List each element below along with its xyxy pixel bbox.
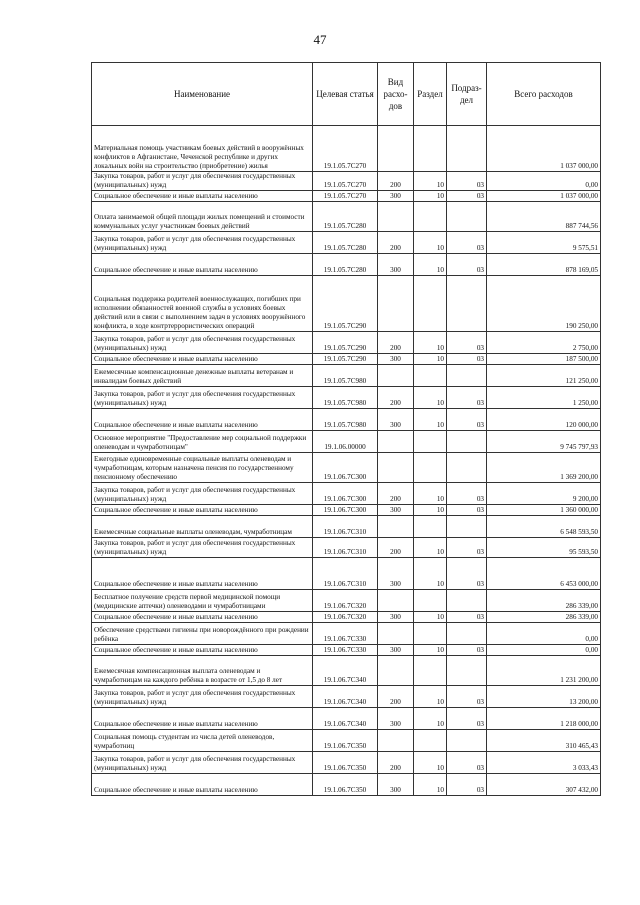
row-subsection: 03: [447, 332, 487, 354]
row-subsection: 03: [447, 708, 487, 730]
row-kind: 200: [378, 387, 414, 409]
row-kind: [378, 656, 414, 686]
row-total: 0,00: [487, 623, 601, 645]
row-target: 19.1.05.7С980: [313, 409, 378, 431]
row-name: Закупка товаров, работ и услуг для обеспечения государственных (муниципальных) нужд: [92, 172, 313, 191]
row-section: 10: [414, 505, 447, 516]
table-row: [92, 558, 601, 590]
row-kind: 300: [378, 774, 414, 796]
table-row: [92, 387, 601, 409]
row-total: 3 033,43: [487, 752, 601, 774]
row-total: 1 231 200,00: [487, 656, 601, 686]
table-row: [92, 505, 601, 516]
table-row: [92, 332, 601, 354]
row-kind: [378, 431, 414, 453]
row-name: Социальное обеспечение и иные выплаты населению: [92, 409, 313, 431]
row-total: 9 200,00: [487, 483, 601, 505]
row-subsection: 03: [447, 254, 487, 276]
row-subsection: 03: [447, 645, 487, 656]
row-total: 1 037 000,00: [487, 191, 601, 202]
row-kind: [378, 730, 414, 752]
row-kind: 300: [378, 191, 414, 202]
row-name: Социальное обеспечение и иные выплаты населению: [92, 354, 313, 365]
row-name: Закупка товаров, работ и услуг для обеспечения государственных (муниципальных) нужд: [92, 752, 313, 774]
row-kind: 200: [378, 232, 414, 254]
row-name: Ежемесячная компенсационная выплата оленеводам и чумработницам на каждого ребёнка в возрасте от 1,5 до 8 лет: [92, 656, 313, 686]
row-section: 10: [414, 387, 447, 409]
row-kind: 300: [378, 708, 414, 730]
row-subsection: 03: [447, 505, 487, 516]
row-subsection: 03: [447, 774, 487, 796]
row-kind: [378, 202, 414, 232]
row-subsection: 03: [447, 409, 487, 431]
row-name: Обеспечение средствами гигиены при новорождённого при рождении ребёнка: [92, 623, 313, 645]
row-kind: [378, 623, 414, 645]
table-body: [92, 126, 601, 796]
row-kind: 300: [378, 505, 414, 516]
row-total: 1 250,00: [487, 387, 601, 409]
row-subsection: 03: [447, 387, 487, 409]
row-subsection: 03: [447, 612, 487, 623]
row-subsection: [447, 730, 487, 752]
table-row: [92, 623, 601, 645]
row-name: Закупка товаров, работ и услуг для обеспечения государственных (муниципальных) нужд: [92, 686, 313, 708]
row-section: 10: [414, 232, 447, 254]
row-target: 19.1.06.7С350: [313, 730, 378, 752]
row-section: 10: [414, 558, 447, 590]
row-section: [414, 656, 447, 686]
row-total: 2 750,00: [487, 332, 601, 354]
row-subsection: [447, 126, 487, 172]
row-name: Бесплатное получение средств первой медицинской помощи (медицинские аптечки) оленеводами и чумработницами: [92, 590, 313, 612]
row-kind: [378, 453, 414, 483]
table-row: [92, 172, 601, 191]
header-target: Целевая статья: [313, 63, 378, 126]
row-section: 10: [414, 254, 447, 276]
row-name: Социальное обеспечение и иные выплаты населению: [92, 774, 313, 796]
row-section: 10: [414, 752, 447, 774]
row-section: 10: [414, 686, 447, 708]
row-kind: 300: [378, 254, 414, 276]
row-target: 19.1.06.7С300: [313, 505, 378, 516]
row-total: 878 169,05: [487, 254, 601, 276]
row-name: Социальное обеспечение и иные выплаты населению: [92, 254, 313, 276]
row-section: 10: [414, 172, 447, 191]
table-row: [92, 409, 601, 431]
page-number: 47: [313, 32, 327, 47]
row-name: Социальное обеспечение и иные выплаты населению: [92, 645, 313, 656]
row-name: Ежегодные единовременные социальные выплаты оленеводам и чумработницам, которым назначена пенсия по государственному пенсионному обеспечению: [92, 453, 313, 483]
row-total: 95 593,50: [487, 538, 601, 558]
row-kind: 200: [378, 332, 414, 354]
table-row: [92, 483, 601, 505]
table-row: [92, 453, 601, 483]
row-kind: [378, 590, 414, 612]
row-section: [414, 623, 447, 645]
row-name: Социальное обеспечение и иные выплаты населению: [92, 612, 313, 623]
table-row: [92, 431, 601, 453]
header-subsection: Подраз-дел: [447, 63, 487, 126]
budget-table: [91, 62, 601, 796]
row-target: 19.1.06.7С330: [313, 623, 378, 645]
row-total: 187 500,00: [487, 354, 601, 365]
row-total: 310 465,43: [487, 730, 601, 752]
row-kind: 300: [378, 409, 414, 431]
table-row: [92, 656, 601, 686]
table-row: [92, 752, 601, 774]
row-section: [414, 590, 447, 612]
row-name: Оплата занимаемой общей площади жилых помещений и стоимости коммунальных услуг участникам боевых действий: [92, 202, 313, 232]
row-name: Закупка товаров, работ и услуг для обеспечения государственных (муниципальных) нужд: [92, 387, 313, 409]
row-total: 9 575,51: [487, 232, 601, 254]
row-section: [414, 516, 447, 538]
row-target: 19.1.05.7С280: [313, 232, 378, 254]
row-total: 1 360 000,00: [487, 505, 601, 516]
row-name: Закупка товаров, работ и услуг для обеспечения государственных (муниципальных) нужд: [92, 483, 313, 505]
row-total: 1 218 000,00: [487, 708, 601, 730]
table-row: [92, 126, 601, 172]
row-subsection: 03: [447, 558, 487, 590]
row-subsection: [447, 590, 487, 612]
table-row: [92, 191, 601, 202]
row-name: Закупка товаров, работ и услуг для обеспечения государственных (муниципальных) нужд: [92, 232, 313, 254]
table-row: [92, 354, 601, 365]
row-kind: 200: [378, 752, 414, 774]
row-kind: 200: [378, 483, 414, 505]
row-kind: 200: [378, 172, 414, 191]
row-target: 19.1.06.7С340: [313, 708, 378, 730]
header-kind: Вид расхо-дов: [378, 63, 414, 126]
row-total: 6 548 593,50: [487, 516, 601, 538]
row-total: 1 037 000,00: [487, 126, 601, 172]
row-name: Социальное обеспечение и иные выплаты населению: [92, 558, 313, 590]
row-name: Материальная помощь участникам боевых действий в вооружённых конфликтов в Афганистане, Чеченской республике и других локальных войн на строительство (приобретение) жилья: [92, 126, 313, 172]
row-subsection: 03: [447, 752, 487, 774]
row-section: 10: [414, 483, 447, 505]
row-target: 19.1.06.7С310: [313, 558, 378, 590]
row-section: 10: [414, 612, 447, 623]
row-target: 19.1.05.7С270: [313, 191, 378, 202]
row-subsection: [447, 365, 487, 387]
row-section: [414, 365, 447, 387]
table-row: [92, 516, 601, 538]
row-total: 1 369 200,00: [487, 453, 601, 483]
row-target: 19.1.06.7С340: [313, 656, 378, 686]
row-name: Ежемесячные компенсационные денежные выплаты ветеранам и инвалидам боевых действий: [92, 365, 313, 387]
row-subsection: [447, 276, 487, 332]
row-target: 19.1.06.7С320: [313, 612, 378, 623]
row-section: [414, 276, 447, 332]
row-subsection: [447, 623, 487, 645]
row-kind: 300: [378, 354, 414, 365]
row-target: 19.1.05.7С290: [313, 276, 378, 332]
row-total: 0,00: [487, 645, 601, 656]
table-row: [92, 708, 601, 730]
row-target: 19.1.05.7С980: [313, 365, 378, 387]
row-section: 10: [414, 538, 447, 558]
row-subsection: 03: [447, 483, 487, 505]
row-kind: 300: [378, 612, 414, 623]
row-target: 19.1.05.7С270: [313, 172, 378, 191]
row-name: Социальное обеспечение и иные выплаты населению: [92, 708, 313, 730]
row-total: 286 339,00: [487, 612, 601, 623]
row-kind: 300: [378, 558, 414, 590]
row-target: 19.1.06.7С350: [313, 774, 378, 796]
row-section: 10: [414, 774, 447, 796]
table-row: [92, 645, 601, 656]
row-total: 120 000,00: [487, 409, 601, 431]
table-row: [92, 202, 601, 232]
row-section: 10: [414, 645, 447, 656]
table-row: [92, 232, 601, 254]
row-kind: [378, 126, 414, 172]
header-total: Всего расходов: [487, 63, 601, 126]
row-target: 19.1.06.7С330: [313, 645, 378, 656]
row-section: [414, 126, 447, 172]
row-name: Социальная поддержка родителей военнослужащих, погибших при исполнении обязанностей военной службы в условиях боевых действий или в связи с выполнением задач в условиях вооружённого конфликта, в ходе контртеррористических операций: [92, 276, 313, 332]
row-section: [414, 202, 447, 232]
row-name: Закупка товаров, работ и услуг для обеспечения государственных (муниципальных) нужд: [92, 332, 313, 354]
row-subsection: [447, 431, 487, 453]
row-subsection: 03: [447, 191, 487, 202]
row-section: 10: [414, 708, 447, 730]
row-section: 10: [414, 332, 447, 354]
table-row: [92, 254, 601, 276]
row-section: 10: [414, 191, 447, 202]
row-target: 19.1.05.7С280: [313, 202, 378, 232]
row-total: 6 453 000,00: [487, 558, 601, 590]
row-section: [414, 453, 447, 483]
table-row: [92, 276, 601, 332]
table-header-row: [92, 63, 601, 126]
table-row: [92, 365, 601, 387]
row-target: 19.1.06.7С300: [313, 483, 378, 505]
row-total: 307 432,00: [487, 774, 601, 796]
row-total: 286 339,00: [487, 590, 601, 612]
row-kind: 300: [378, 645, 414, 656]
row-target: 19.1.06.7С310: [313, 516, 378, 538]
row-total: 9 745 797,93: [487, 431, 601, 453]
row-subsection: [447, 656, 487, 686]
row-name: Социальная помощь студентам из числа детей оленеводов, чумработниц: [92, 730, 313, 752]
row-target: 19.1.06.7С340: [313, 686, 378, 708]
row-target: 19.1.06.7С300: [313, 453, 378, 483]
row-target: 19.1.05.7С280: [313, 254, 378, 276]
row-name: Социальное обеспечение и иные выплаты населению: [92, 505, 313, 516]
header-section: Раздел: [414, 63, 447, 126]
row-section: [414, 730, 447, 752]
row-target: 19.1.06.7С320: [313, 590, 378, 612]
row-target: 19.1.06.00000: [313, 431, 378, 453]
row-name: Основное мероприятие "Предоставление мер социальной поддержки оленеводам и чумработницам": [92, 431, 313, 453]
row-target: 19.1.05.7С980: [313, 387, 378, 409]
row-subsection: 03: [447, 354, 487, 365]
row-subsection: [447, 202, 487, 232]
row-target: 19.1.05.7С290: [313, 332, 378, 354]
row-section: 10: [414, 409, 447, 431]
table-row: [92, 774, 601, 796]
table-row: [92, 612, 601, 623]
table-row: [92, 538, 601, 558]
row-kind: [378, 516, 414, 538]
row-name: Ежемесячные социальные выплаты оленеводам, чумработницам: [92, 516, 313, 538]
row-section: 10: [414, 354, 447, 365]
table-row: [92, 590, 601, 612]
row-kind: [378, 365, 414, 387]
row-target: 19.1.05.7С270: [313, 126, 378, 172]
row-name: Социальное обеспечение и иные выплаты населению: [92, 191, 313, 202]
table-row: [92, 730, 601, 752]
row-total: 887 744,56: [487, 202, 601, 232]
row-kind: 200: [378, 686, 414, 708]
row-subsection: [447, 453, 487, 483]
row-subsection: 03: [447, 538, 487, 558]
header-name: Наименование: [92, 63, 313, 126]
row-target: 19.1.06.7С350: [313, 752, 378, 774]
row-subsection: [447, 516, 487, 538]
row-kind: 200: [378, 538, 414, 558]
row-total: 0,00: [487, 172, 601, 191]
table-row: [92, 686, 601, 708]
row-target: 19.1.06.7С310: [313, 538, 378, 558]
row-subsection: 03: [447, 686, 487, 708]
row-total: 13 200,00: [487, 686, 601, 708]
row-subsection: 03: [447, 172, 487, 191]
row-section: [414, 431, 447, 453]
row-total: 190 250,00: [487, 276, 601, 332]
row-target: 19.1.05.7С290: [313, 354, 378, 365]
row-kind: [378, 276, 414, 332]
row-subsection: 03: [447, 232, 487, 254]
row-name: Закупка товаров, работ и услуг для обеспечения государственных (муниципальных) нужд: [92, 538, 313, 558]
row-total: 121 250,00: [487, 365, 601, 387]
